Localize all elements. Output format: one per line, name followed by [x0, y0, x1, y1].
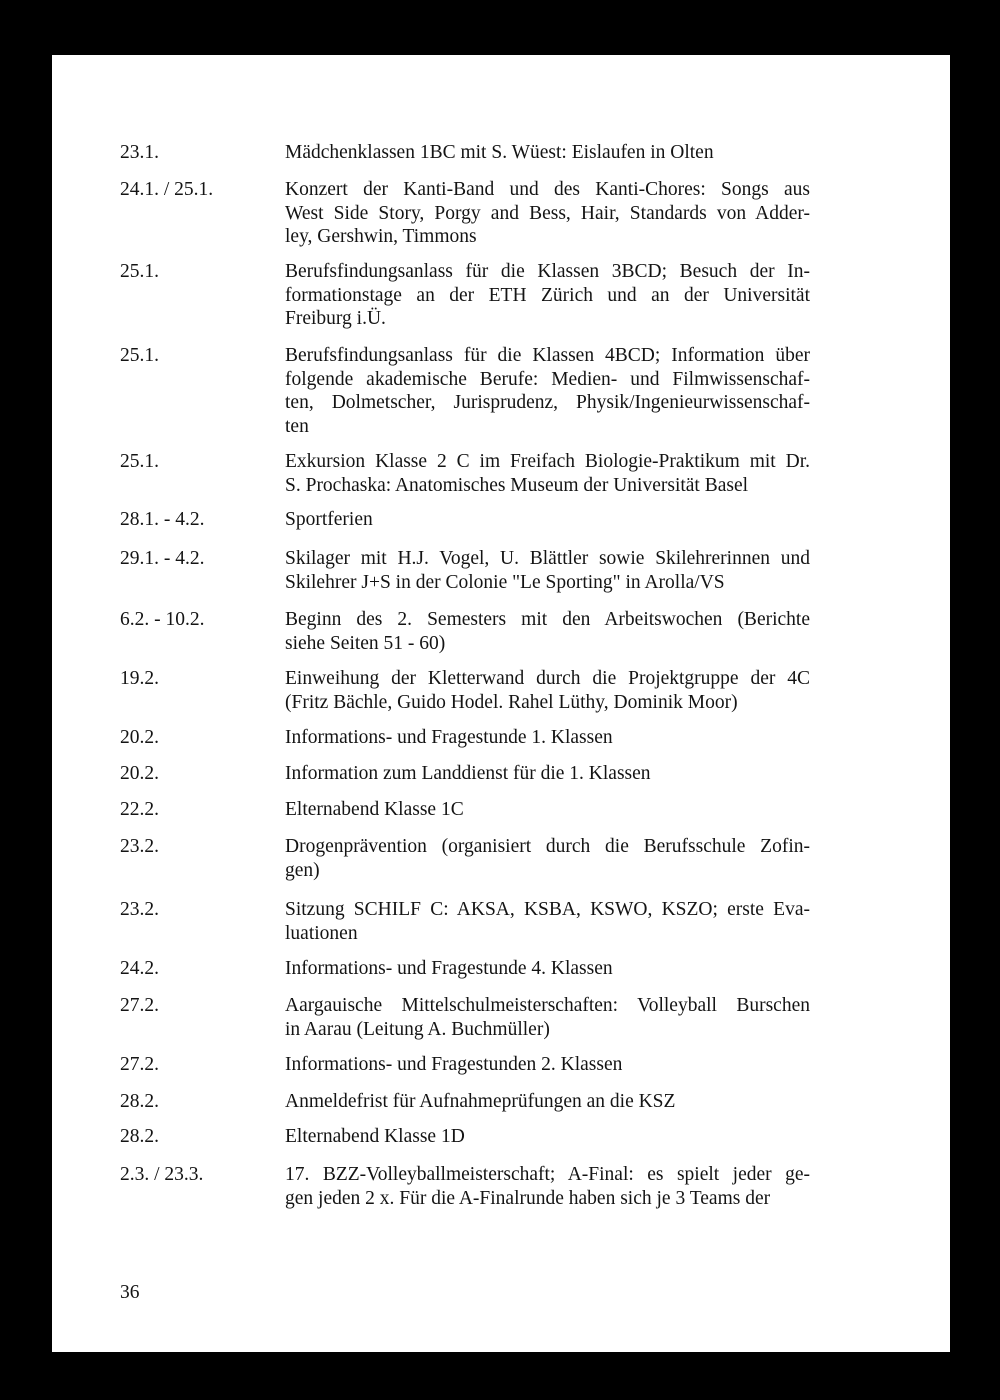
entry-date: 6.2. - 10.2. — [120, 609, 205, 630]
entry-text-line: Berufsfindungsanlass für die Klassen 4BCD; Information über — [285, 345, 810, 366]
entry-description — [285, 344, 810, 438]
entry-text-line: Mädchenklassen 1BC mit S. Wüest: Eislaufen in Olten — [285, 142, 714, 163]
entry-date: 29.1. - 4.2. — [120, 548, 205, 569]
entry-description — [285, 508, 810, 532]
entry-text-line: ten — [285, 415, 309, 437]
entry-date: 2.3. / 23.3. — [120, 1164, 204, 1185]
entry-date: 23.2. — [120, 899, 159, 920]
entry-date: 20.2. — [120, 763, 159, 784]
entry-date: 25.1. — [120, 261, 159, 282]
entry-text-line: folgende akademische Berufe: Medien- und Filmwissenschaf- — [285, 368, 810, 390]
entry-text-line: 17. BZZ-Volleyballmeisterschaft; A-Final: es spielt jeder ge- — [285, 1164, 810, 1185]
entry-text-line: Skilehrer J+S in der Colonie "Le Sporting" in Arolla/VS — [285, 571, 725, 593]
entry-description — [285, 141, 810, 165]
entry-text-line: Elternabend Klasse 1C — [285, 799, 464, 820]
entry-text-line: Informations- und Fragestunde 1. Klassen — [285, 727, 613, 748]
page-number: 36 — [120, 1282, 140, 1303]
entry-text-line: Beginn des 2. Semesters mit den Arbeitswochen (Berichte — [285, 609, 810, 630]
entry-text-line: gen jeden 2 x. Für die A-Finalrunde haben sich je 3 Teams der — [285, 1187, 771, 1209]
entry-description — [285, 994, 810, 1041]
entry-date: 24.1. / 25.1. — [120, 179, 214, 200]
entry-text-line: (Fritz Bächle, Guido Hodel. Rahel Lüthy, Dominik Moor) — [285, 691, 738, 713]
entry-description — [285, 762, 810, 786]
entry-date: 20.2. — [120, 727, 159, 748]
entry-date: 28.1. - 4.2. — [120, 509, 205, 530]
entry-text-line: Informations- und Fragestunden 2. Klassen — [285, 1054, 623, 1075]
entry-date: 25.1. — [120, 345, 159, 366]
entry-text-line: Anmeldefrist für Aufnahmeprüfungen an die KSZ — [285, 1091, 676, 1112]
entry-text-line: Elternabend Klasse 1D — [285, 1126, 465, 1147]
entry-description — [285, 798, 810, 822]
entry-description — [285, 1053, 810, 1077]
entry-description — [285, 667, 810, 714]
entry-text-line: Sitzung SCHILF C: AKSA, KSBA, KSWO, KSZO; erste Eva- — [285, 899, 810, 920]
entry-date: 25.1. — [120, 451, 159, 472]
entry-date: 22.2. — [120, 799, 159, 820]
entry-text-line: Informations- und Fragestunde 4. Klassen — [285, 958, 613, 979]
entry-text-line: S. Prochaska: Anatomisches Museum der Universität Basel — [285, 474, 749, 496]
entry-text-line: Sportferien — [285, 509, 373, 530]
entry-text-line: luationen — [285, 922, 358, 944]
entry-date: 27.2. — [120, 995, 159, 1016]
entry-text-line: Berufsfindungsanlass für die Klassen 3BCD; Besuch der In- — [285, 261, 810, 282]
entry-date: 23.1. — [120, 142, 159, 163]
entry-text-line: Information zum Landdienst für die 1. Klassen — [285, 763, 651, 784]
entry-text-line: Skilager mit H.J. Vogel, U. Blättler sowie Skilehrerinnen und — [285, 548, 810, 569]
entry-text-line: ten, Dolmetscher, Jurisprudenz, Physik/Ingenieurwissenschaf- — [285, 392, 810, 413]
entry-text-line: siehe Seiten 51 - 60) — [285, 632, 446, 654]
entry-description — [285, 1125, 810, 1149]
entry-date: 24.2. — [120, 958, 159, 979]
entry-description — [285, 608, 810, 655]
entry-text-line: Konzert der Kanti-Band und des Kanti-Chores: Songs aus — [285, 179, 810, 200]
entry-description — [285, 1090, 810, 1114]
entry-description — [285, 178, 810, 249]
entry-text-line: gen) — [285, 859, 320, 881]
entry-date: 23.2. — [120, 836, 159, 857]
entry-description — [285, 260, 810, 331]
entry-description — [285, 835, 810, 882]
entry-text-line: formationstage an der ETH Zürich und an der Universität — [285, 284, 810, 306]
entry-text-line: Einweihung der Kletterwand durch die Projektgruppe der 4C — [285, 668, 810, 689]
entry-text-line: West Side Story, Porgy and Bess, Hair, Standards von Adder- — [285, 202, 810, 224]
entry-date: 28.2. — [120, 1126, 159, 1147]
entry-text-line: Aargauische Mittelschulmeisterschaften: Volleyball Burschen — [285, 995, 810, 1016]
entry-description — [285, 898, 810, 945]
entry-description — [285, 726, 810, 750]
entry-description — [285, 957, 810, 981]
entry-date: 27.2. — [120, 1054, 159, 1075]
entry-description — [285, 547, 810, 594]
entry-text-line: Exkursion Klasse 2 C im Freifach Biologie-Praktikum mit Dr. — [285, 451, 810, 472]
entry-text-line: ley, Gershwin, Timmons — [285, 226, 477, 247]
entry-description — [285, 450, 810, 497]
entry-text-line: in Aarau (Leitung A. Buchmüller) — [285, 1018, 550, 1040]
entry-date: 28.2. — [120, 1091, 159, 1112]
document-page — [52, 55, 950, 1352]
entry-description — [285, 1163, 810, 1210]
entry-text-line: Freiburg i.Ü. — [285, 308, 386, 329]
entry-text-line: Drogenprävention (organisiert durch die Berufsschule Zofin- — [285, 836, 810, 857]
entry-date: 19.2. — [120, 668, 159, 689]
